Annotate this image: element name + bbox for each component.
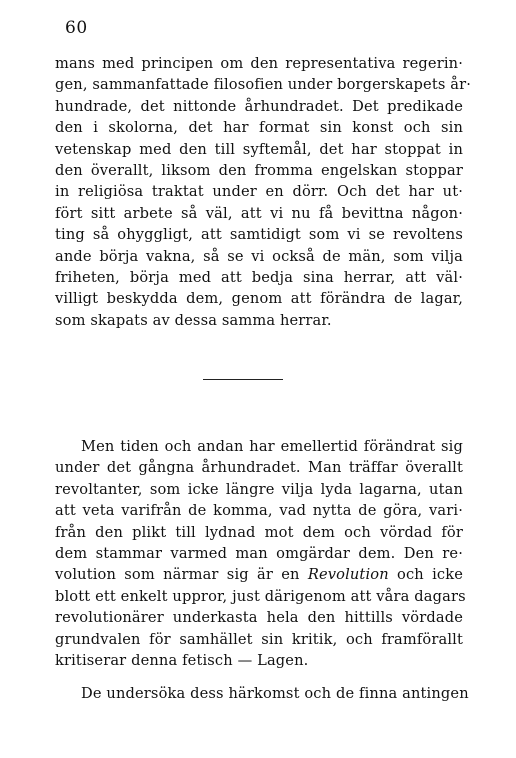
text-line: gen, sammanfattade filosofien under borgerskapets år·: [55, 76, 472, 94]
text-line: den i skolorna, det har format sin konst och sin: [55, 119, 463, 137]
text-line: villigt beskydda dem, genom att förändra de lagar,: [55, 290, 463, 308]
emphasized-word: Revolution: [307, 566, 389, 584]
text-line: under det gångna århundradet. Man träffar överallt: [55, 459, 463, 477]
text-line: som skapats av dessa samma herrar.: [55, 311, 332, 329]
paragraph: [55, 53, 472, 331]
section-divider: [203, 379, 283, 380]
paragraph: [55, 683, 469, 704]
text-line-with-italic: volution som närmar sig är en Revolution och icke: [55, 566, 463, 584]
text-line: fört sitt arbete så väl, att vi nu få bevittna någon·: [55, 204, 463, 222]
text-line: ande börja vakna, så se vi också de män, som vilja: [55, 247, 463, 265]
text-line: blott ett enkelt uppror, just därigenom att våra dagars: [55, 587, 466, 605]
paragraph: [55, 436, 466, 671]
text-line: revolutionärer underkasta hela den hittills vördade: [55, 609, 463, 627]
text-line: hundrade, det nittonde århundradet. Det predikade: [55, 97, 463, 115]
text-line: den överallt, liksom den fromma engelskan stoppar: [55, 162, 463, 180]
text-line: från den plikt till lydnad mot dem och vördad för: [55, 523, 463, 541]
text-line: kritiserar denna fetisch — Lagen.: [55, 652, 309, 670]
text-line: grundvalen för samhället sin kritik, och framförallt: [55, 630, 463, 648]
text-line: De undersöka dess härkomst och de finna antingen: [81, 685, 469, 702]
text-line: Men tiden och andan har emellertid förändrat sig: [81, 438, 463, 455]
page-number: 60: [65, 18, 88, 38]
text-line: revoltanter, som icke längre vilja lyda lagarna, utan: [55, 480, 463, 498]
text-line: ting så ohyggligt, att samtidigt som vi se revoltens: [55, 226, 463, 244]
text-line: att veta varifrån de komma, vad nytta de göra, vari·: [55, 502, 463, 520]
text-line: in religiösa traktat under en dörr. Och det har ut·: [55, 183, 463, 201]
text-line: mans med principen om den representativa regerin·: [55, 55, 463, 72]
text-line: friheten, börja med att bedja sina herrar, att väl·: [55, 269, 463, 287]
text-line: vetenskap med den till syftemål, det har stoppat in: [55, 140, 463, 158]
text-line: dem stammar varmed man omgärdar dem. Den re·: [55, 545, 463, 563]
